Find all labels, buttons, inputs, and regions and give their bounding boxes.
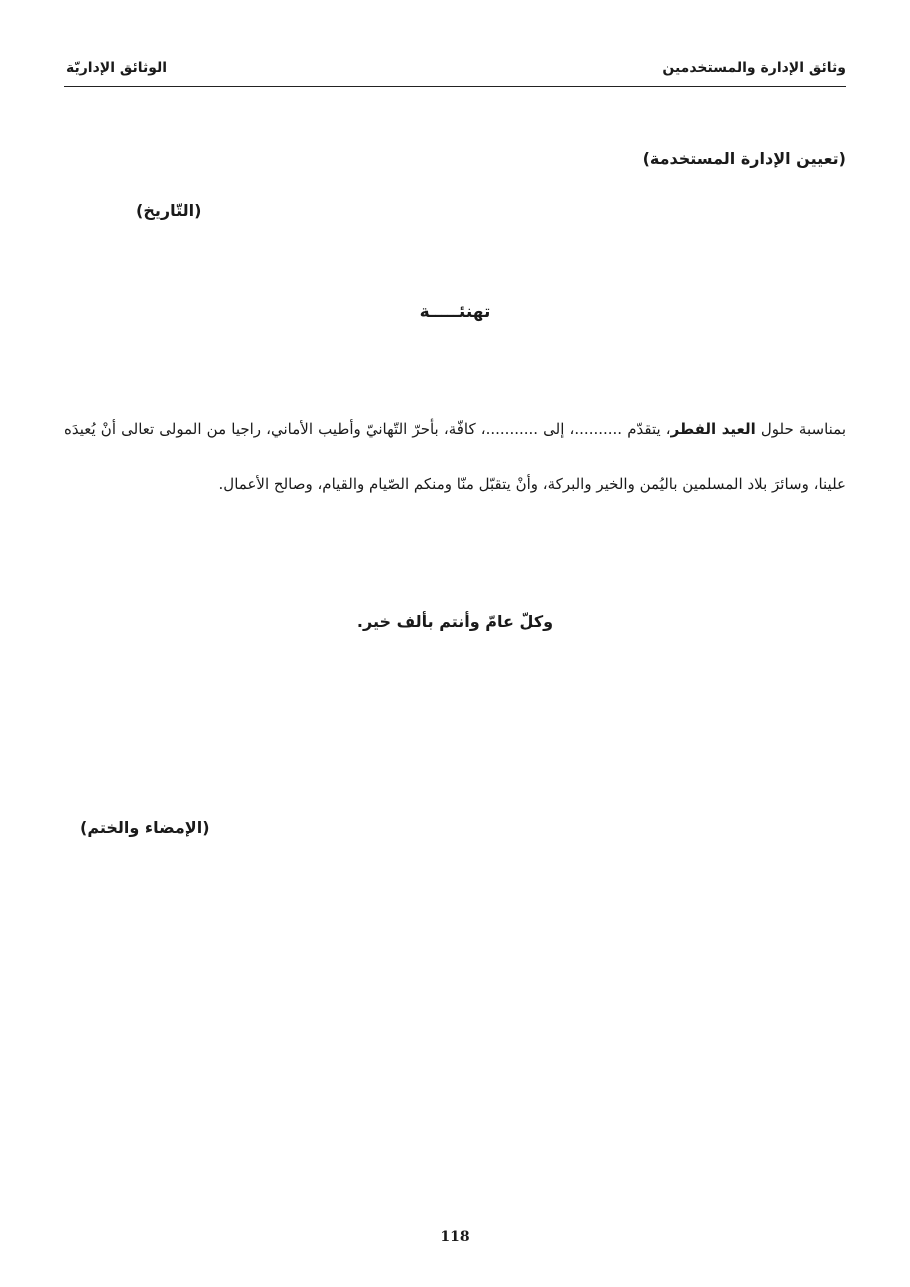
body-text-occasion: العيد الفطر bbox=[670, 420, 756, 438]
header-section-title: وثائق الإدارة والمستخدمين bbox=[662, 60, 846, 76]
appointing-entity: (تعيين الإدارة المستخدمة) bbox=[642, 149, 846, 168]
signature-placeholder: (الإمضاء والختم) bbox=[80, 818, 210, 837]
letter-title: تهنئـــــة bbox=[419, 302, 491, 322]
running-header bbox=[64, 58, 846, 87]
date-placeholder: (التّاريخ) bbox=[136, 201, 202, 220]
body-text-intro: بمناسبة حلول bbox=[755, 420, 847, 438]
page-number: 118 bbox=[440, 1229, 470, 1245]
closing-greeting: وكلّ عامّ وأنتم بألف خير. bbox=[356, 612, 554, 631]
body-text-rest: ، يتقدّم ..........، إلى ...........، كافّة، بأحرّ التّهانيّ وأطيب الأماني، راجيا من المولى تعالى أنْ يُعيدَه علينا، وسائرَ بلاد المسلمين باليُمن والخير والبركة، وأنْ يتقبّل منّا ومنكم الصّيام والقيام، وصالح الأعمال. bbox=[64, 420, 846, 493]
header-book-title: الوثائق الإداريّة bbox=[66, 60, 168, 76]
letter-body bbox=[64, 402, 846, 512]
